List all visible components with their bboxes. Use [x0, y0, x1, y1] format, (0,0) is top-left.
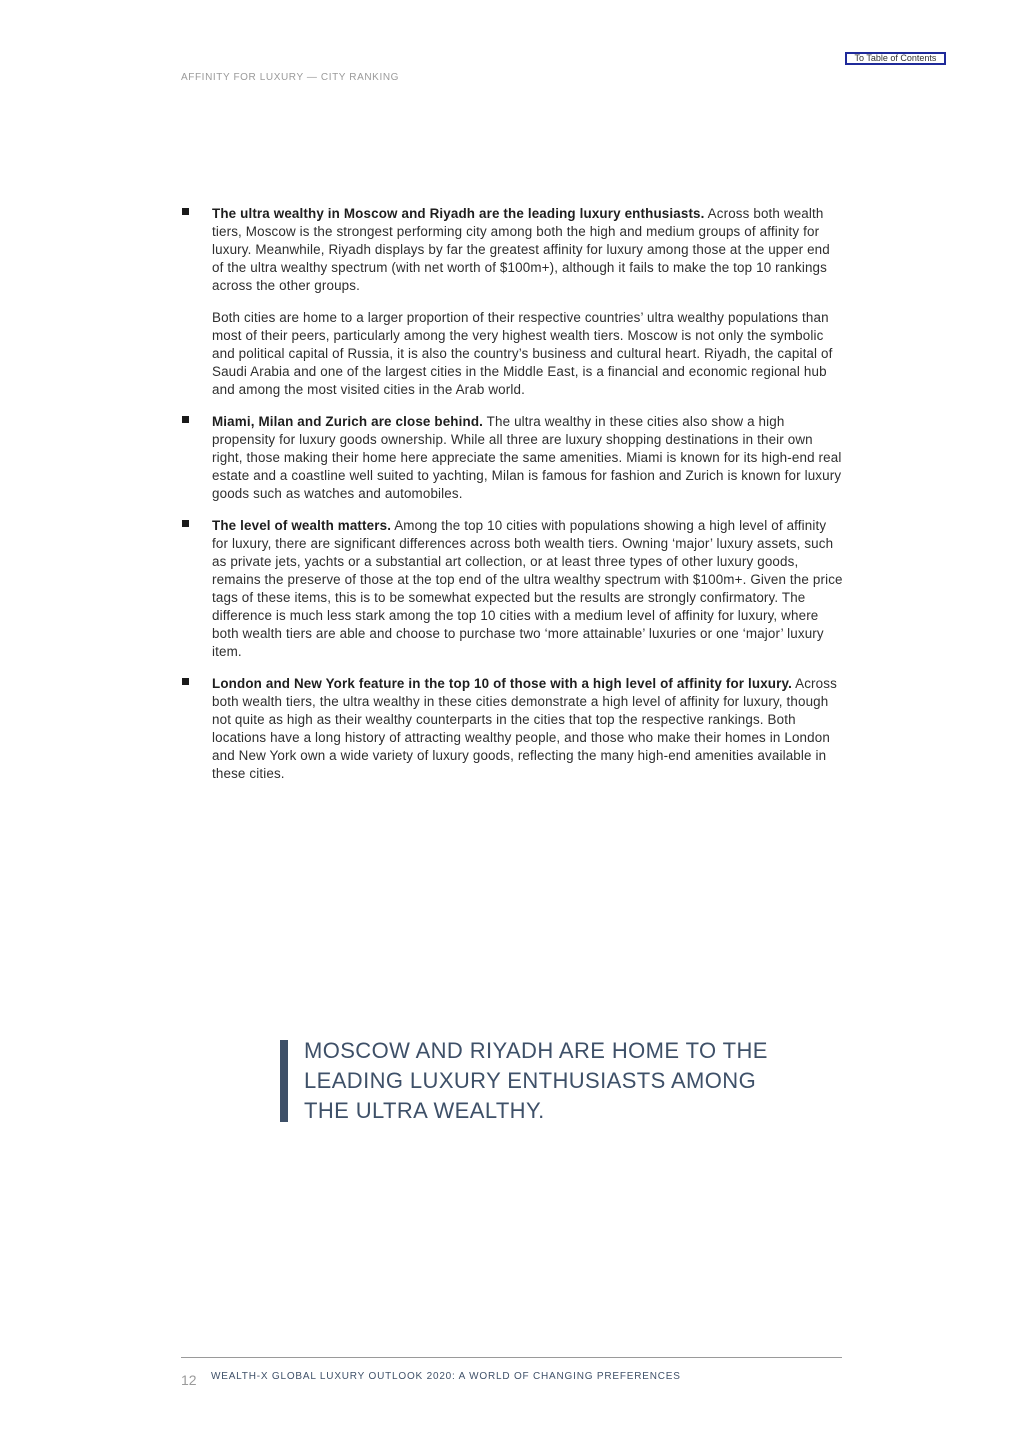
page-number: 12 — [181, 1372, 197, 1388]
footer-title-text: GLOBAL LUXURY OUTLOOK 2020: A WORLD OF CHANGING PREFERENCES — [268, 1371, 681, 1382]
footer-publication-title — [211, 1371, 681, 1382]
bullet-square-icon — [182, 416, 189, 423]
bullet-text: Among the top 10 cities with populations showing a high level of affinity for luxury, there are significant differences across both wealth tiers. Owning ‘major’ luxury assets, such as private jets, yachts or a substantial art collection, or at least three types of other luxury goods, remains the preserve of those at the top end of the ultra wealthy spectrum with $100m+. Given the price tags of these items, this is to be somewhat expected but the results are strongly confirmatory. The difference is much less stark among the top 10 cities with a medium level of affinity for luxury, where both wealth tiers are able and choose to purchase two ‘more attainable’ luxuries or one ‘major’ luxury item. — [212, 518, 843, 659]
bullet-paragraph — [212, 675, 843, 783]
bullet-text: Across both wealth tiers, the ultra wealthy in these cities demonstrate a high level of affinity for luxury, though not quite as high as their wealthy counterparts in the cities that top the respective rankings. Both locations have a long history of attracting wealthy people, and those who make their homes in London and New York own a wide variety of luxury goods, reflecting the many high-end amenities available in these cities. — [212, 676, 837, 781]
bullet-lead: Miami, Milan and Zurich are close behind. — [212, 414, 484, 429]
pull-quote — [280, 1040, 800, 1122]
footer-divider — [181, 1357, 842, 1358]
bullet-item — [181, 675, 843, 783]
body-text — [181, 205, 843, 797]
bullet-lead: The ultra wealthy in Moscow and Riyadh are the leading luxury enthusiasts. — [212, 206, 705, 221]
bullet-item — [181, 413, 843, 503]
bullet-square-icon — [182, 208, 189, 215]
table-of-contents-link[interactable]: To Table of Contents — [845, 52, 946, 65]
bullet-paragraph — [212, 205, 843, 295]
bullet-paragraph — [212, 517, 843, 661]
bullet-paragraph — [212, 413, 843, 503]
bullet-square-icon — [182, 678, 189, 685]
pull-quote-text: MOSCOW AND RIYADH ARE HOME TO THE LEADING LUXURY ENTHUSIASTS AMONG THE ULTRA WEALTHY. — [304, 1038, 768, 1123]
bullet-item — [181, 205, 843, 399]
bullet-square-icon — [182, 520, 189, 527]
bullet-text: Across both wealth tiers, Moscow is the strongest performing city among both the high and medium groups of affinity for luxury. Meanwhile, Riyadh displays by far the greatest affinity for luxury among those at the upper end of the ultra wealthy spectrum (with net worth of $100m+), although it fails to make the top 10 rankings across the other groups. — [212, 206, 830, 293]
section-label: AFFINITY FOR LUXURY — CITY RANKING — [181, 72, 400, 83]
bullet-lead: London and New York feature in the top 10 of those with a high level of affinity for luxury. — [212, 676, 792, 691]
bullet-text: The ultra wealthy in these cities also show a high propensity for luxury goods ownership. While all three are luxury shopping destinations in their own right, those making their home here appreciate the same amenities. Miami is known for its high-end real estate and a coastline well suited to yachting, Milan is famous for fashion and Zurich is known for luxury goods such as watches and automobiles. — [212, 414, 842, 501]
bullet-extra-paragraph: Both cities are home to a larger proportion of their respective countries’ ultra wealthy populations than most of their peers, particularly among the very highest wealth tiers. Moscow is not only the symbolic and political capital of Russia, it is also the country’s business and cultural heart. Riyadh, the capital of Saudi Arabia and one of the largest cities in the Middle East, is a financial and economic regional hub and among the most visited cities in the Arab world. — [212, 310, 833, 397]
bullet-lead: The level of wealth matters. — [212, 518, 392, 533]
bullet-item — [181, 517, 843, 661]
footer-brand: WEALTH-X — [211, 1371, 269, 1382]
